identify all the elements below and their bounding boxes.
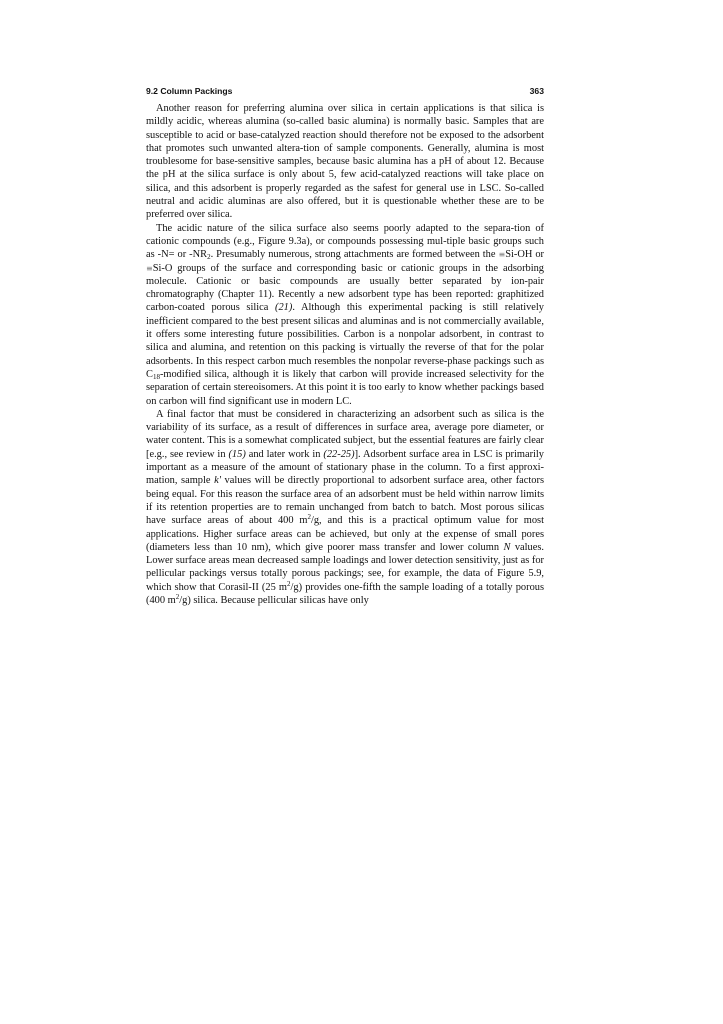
running-header [146, 86, 544, 96]
reference-22-25: (22-25) [323, 448, 355, 460]
paragraph-2: The acidic nature of the silica surface also seems poorly adapted to the separa-tion of cationic compounds (e.g., Figure 9.3a), or compounds possessing mul-tiple basic groups such as -N= or $-NR_2$. Presumably numerous, strong attachments are formed between the ≡Si-OH or ≡Si-O groups of the surface and corresponding basic or cationic groups in the adsorbing molecule. Cationic or basic compounds are usually better separated by ion-pair chromatography (Chapter 11). Recently a new adsorbent type has been reported: graphitized carbon-coated porous silica (21). Although this experimental packing is still relatively inefficient compared to the best present silicas and aluminas and is not commercially available, it offers some interesting future possibilities. Carbon is a nonpolar adsorbent, in contrast to silica and alumina, and retention on this packing is virtually the reverse of that for the polar adsorbents. In this respect carbon much resembles the nonpolar reverse-phase packings such as $C_{18}$-modified silica, although it is likely that carbon will provide increased selectivity for the separation of certain stereoisomers. At this point it is too early to know whether packings based on carbon will find significant use in modern LC. [146, 222, 545, 407]
section-title: 9.2 Column Packings [146, 86, 233, 96]
body-text [146, 102, 544, 607]
reference-21: (21) [275, 302, 293, 314]
paragraph-3: A final factor that must be considered in characterizing an adsorbent such as silica is the variability of its surface, as a result of differences in surface area, average pore diameter, or water content. This is a somewhat complicated subject, but the essential features are fairly clear [e.g., see review in (15) and later work in (22-25)]. Adsorbent surface area in LSC is primarily important as a measure of the amount of stationary phase in the column. To a first approxi-mation, sample k' values will be directly proportional to adsorbent surface area, other factors being equal. For this reason the surface area of an adsorbent must be held within narrow limits if its retention properties are to remain unchanged from batch to batch. Most porous silicas have surface areas of about 400 $m^2/g$, and this is a practical optimum value for most applications. Higher surface areas can be achieved, but only at the expense of small pores (diameters less than 10 nm), which give poorer mass transfer and lower column N values. Lower surface areas mean decreased sample loadings and lower detection sensitivity, just as for pellicular packings versus totally porous packings; see, for example, the data of Figure 5.9, which show that Corasil-II (25 $m^2/g$) provides one-fifth the sample loading of a totally porous (400 $m^2/g$) silica. Because pellicular silicas have only [146, 408, 545, 606]
paragraph-1: Another reason for preferring alumina over silica in certain applications is that silica is mildly acidic, whereas alumina (so-called basic alumina) is normally basic. Samples that are susceptible to acid or base-catalyzed reaction should therefore not be exposed to the adsorbent that promotes such unwanted altera-tion of sample components. Generally, alumina is most troublesome for base-sensitive samples, because basic alumina has a pH of about 12. Because the pH at the silica surface is only about 5, few acid-catalyzed reactions will take place on silica, and this adsorbent is properly regarded as the safest for general use in LSC. So-called neutral and acidic aluminas are also offered, but it is questionable whether these are to be preferred over silica. [146, 103, 544, 221]
page-number: 363 [529, 86, 544, 96]
book-page [146, 86, 544, 607]
triple-bond-symbol: ≡ [498, 250, 506, 260]
reference-15: (15) [228, 448, 246, 460]
triple-bond-symbol: ≡ [146, 263, 153, 273]
